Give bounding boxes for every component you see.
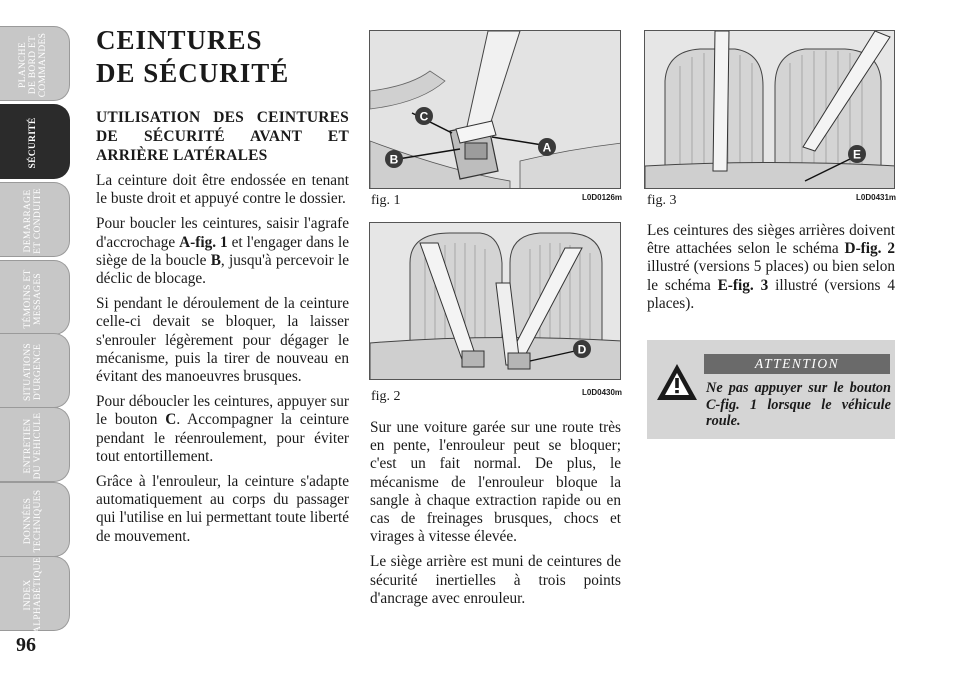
warning-header: ATTENTION <box>704 354 890 374</box>
page-title: CEINTURES DE SÉCURITÉ <box>96 25 290 88</box>
figure-reference: D-fig. 2 <box>844 240 895 258</box>
column-3 <box>647 222 895 320</box>
figure-2-code: L0D0430m <box>582 388 623 397</box>
section-heading: UTILISATION DES CEINTURES DE SÉCURITÉ AVANT ET ARRIÈRE LATÉRALES <box>96 109 349 164</box>
tab-situations-urgence[interactable]: SITUATIONS D'URGENCE <box>0 333 70 408</box>
tab-index[interactable]: INDEX ALPHABÉTIQUE <box>0 556 70 631</box>
warning-text: Ne pas appuyer sur le bouton C-fig. 1 lorsque le véhicule roule. <box>706 380 891 429</box>
tab-securite[interactable]: SÉCURITÉ <box>0 104 70 179</box>
warning-box <box>647 340 895 439</box>
paragraph: Le siège arrière est muni de ceintures de sécurité inertielles à trois points d'ancrage avec enrouleur. <box>370 553 621 607</box>
paragraph: Si pendant le déroulement de la ceinture celle-ci devait se bloquer, la laisser s'enrouler légèrement pour dégager le mécanisme, puis la tirer de nouveau en évitant des manoeuvres brusques. <box>96 295 349 386</box>
paragraph: Grâce à l'enrouleur, la ceinture s'adapte automatiquement au corps du passager qui l'utilise en lui permettant toute liberté de mouvement. <box>96 473 349 545</box>
tab-entretien[interactable]: ENTRETIEN DU VEHICULE <box>0 407 70 482</box>
figure-reference: C <box>165 411 177 429</box>
column-1 <box>96 108 349 553</box>
callout-e: E <box>852 147 862 162</box>
figure-2-rear-seat-illustration <box>369 222 621 380</box>
figure-reference: E-fig. 3 <box>717 276 769 294</box>
column-2 <box>370 419 621 615</box>
tab-donnees-techniques[interactable]: DONNÉES TECHNIQUES <box>0 482 70 557</box>
tab-temoins[interactable]: TÉMOINS ET MESSAGES <box>0 260 70 335</box>
tab-demarrage[interactable]: DEMARRAGE ET CONDUITE <box>0 182 70 257</box>
paragraph: La ceinture doit être endossée en tenant le buste droit et appuyé contre le dossier. <box>96 172 349 208</box>
figure-1-buckle-illustration <box>369 30 621 189</box>
callout-c: C <box>419 109 429 124</box>
figure-3-rear-seat-illustration <box>644 30 895 189</box>
paragraph: Les ceintures des sièges arrières doivent être attachées selon le schéma D-fig. 2 illustré (versions 5 places) ou bien selon le schéma E-fig. 3 illustré (versions 4 places). <box>647 222 895 312</box>
figure-2-caption: fig. 2 <box>371 389 401 404</box>
page-number: 96 <box>16 634 36 656</box>
callout-a: A <box>542 140 552 155</box>
side-tabs <box>0 0 74 640</box>
figure-1-caption: fig. 1 <box>371 193 401 208</box>
tab-planche-de-bord[interactable]: PLANCHE DE BORD ET COMMANDES <box>0 26 70 101</box>
paragraph: Sur une voiture garée sur une route très en pente, l'enrouleur peut se bloquer; c'est un fait normal. De plus, le mécanisme de l'enrouleur bloque la sangle à chaque extraction rapide ou en cas de freinages brusques, chocs et virages à vitesse élevée. <box>370 419 621 546</box>
callout-d: D <box>577 342 587 357</box>
figure-3-caption: fig. 3 <box>647 193 677 208</box>
figure-1-code: L0D0126m <box>582 193 623 202</box>
paragraph: Pour déboucler les ceintures, appuyer sur le bouton C. Accompagner la ceinture pendant le réenroulement, pour éviter tout entortillement. <box>96 393 349 465</box>
figure-reference: B <box>210 251 221 269</box>
figure-3-code: L0D0431m <box>856 193 897 202</box>
figure-reference: A-fig. 1 <box>179 233 228 251</box>
callout-b: B <box>389 152 399 167</box>
paragraph: Pour boucler les ceintures, saisir l'agrafe d'accrochage A-fig. 1 et l'engager dans le siège de la boucle B, jusqu'à percevoir le déclic de blocage. <box>96 215 349 288</box>
